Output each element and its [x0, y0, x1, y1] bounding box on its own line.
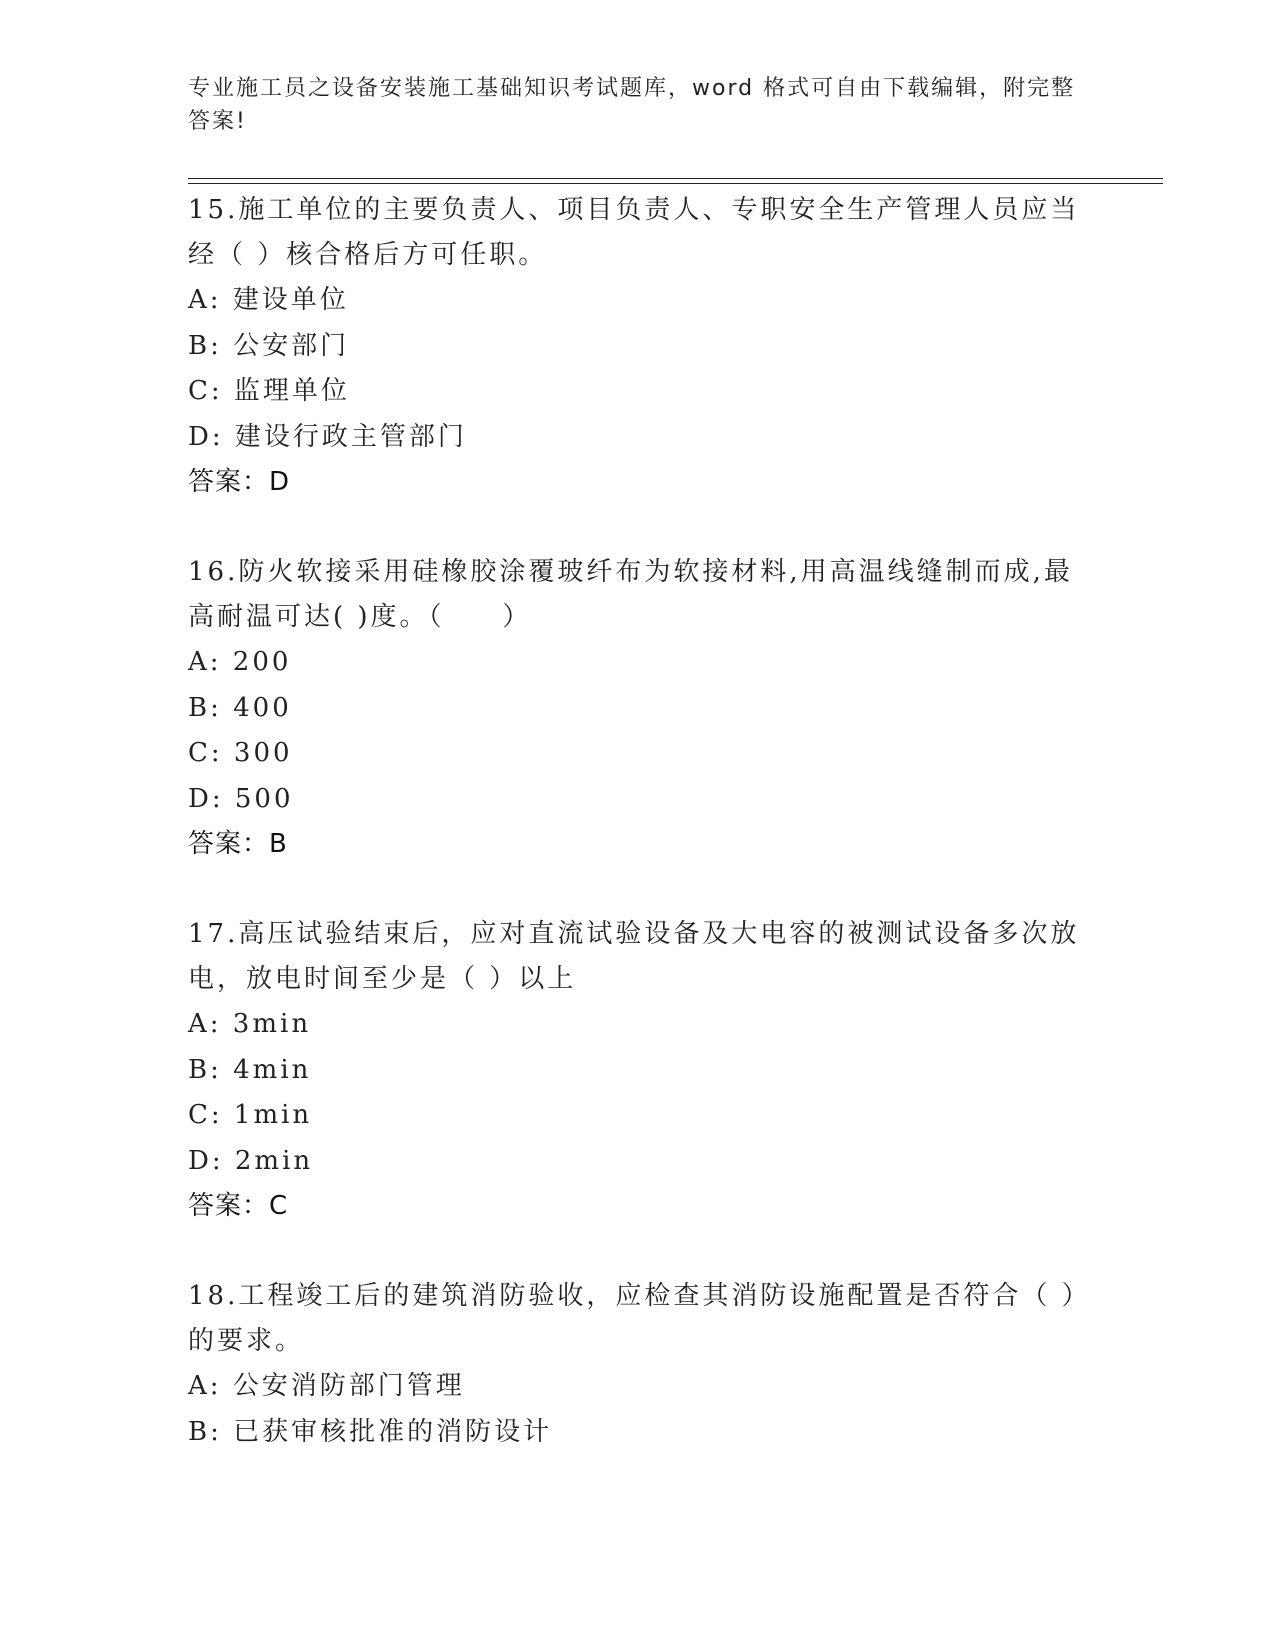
document-header: 专业施工员之设备安装施工基础知识考试题库，word 格式可自由下载编辑，附完整答案! — [188, 76, 1076, 134]
option-b: B: 已获审核批准的消防设计 — [188, 1416, 553, 1447]
option-b: B: 400 — [188, 692, 292, 723]
option-d: D: 2min — [188, 1145, 314, 1176]
question-text: 15.施工单位的主要负责人、项目负责人、专职安全生产管理人员应当经（ ）核合格后方可任职。 — [188, 195, 1080, 270]
header-divider-bottom — [188, 183, 1163, 184]
question-16 — [188, 550, 1088, 867]
option-a: A: 3min — [188, 1009, 312, 1039]
question-15 — [188, 188, 1088, 505]
question-17 — [188, 912, 1088, 1229]
option-a: A: 公安消防部门管理 — [188, 1371, 465, 1401]
option-d: D: 500 — [188, 783, 294, 814]
option-c: C: 监理单位 — [188, 376, 350, 406]
header-divider-top — [188, 178, 1163, 179]
option-a: A: 建设单位 — [188, 285, 349, 315]
answer-line: 答案：B — [188, 829, 288, 859]
option-a: A: 200 — [188, 647, 292, 677]
question-text: 16.防火软接采用硅橡胶涂覆玻纤布为软接材料,用高温线缝制而成,最高耐温可达( )度。（ ） — [188, 557, 1073, 632]
question-text: 18.工程竣工后的建筑消防验收，应检查其消防设施配置是否符合（ ）的要求。 — [188, 1281, 1078, 1356]
question-text: 17.高压试验结束后，应对直流试验设备及大电容的被测试设备多次放电，放电时间至少是（ ）以上 — [188, 919, 1080, 994]
option-b: B: 4min — [188, 1054, 312, 1085]
answer-line: 答案：C — [188, 1191, 289, 1221]
option-b: B: 公安部门 — [188, 330, 350, 361]
answer-line: 答案：D — [188, 467, 291, 497]
option-c: C: 300 — [188, 738, 293, 768]
question-list — [188, 188, 1088, 1500]
option-d: D: 建设行政主管部门 — [188, 421, 467, 452]
option-c: C: 1min — [188, 1100, 313, 1130]
question-18 — [188, 1274, 1088, 1455]
